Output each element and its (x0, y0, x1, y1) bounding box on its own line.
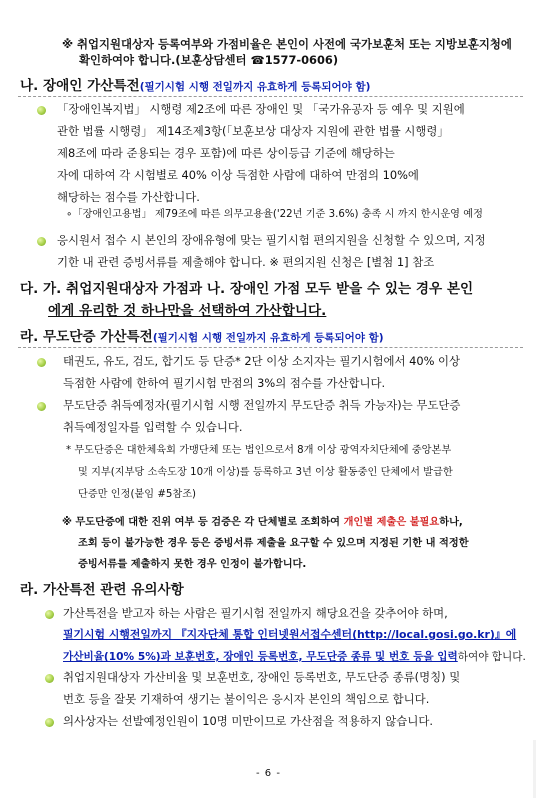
ra2-item1-line-3-tail: 하여야 합니다. (457, 651, 526, 663)
bullet-icon (45, 718, 54, 727)
section-divider (18, 347, 523, 349)
ra1-item2-line-1: 무도단증 취득예정자(필기시험 시행 전일까지 무도단증 취득 가능자)는 무도단증 (63, 398, 461, 412)
section-divider (18, 96, 523, 98)
ra2-item2-line-2: 번호 등을 잘못 기재하여 생기는 불이익은 응시자 본인의 책임으로 합니다. (63, 692, 430, 706)
bullet-icon (37, 106, 46, 115)
bullet-icon (45, 674, 54, 683)
section-ra1-title-note: (필기시험 시행 전일까지 유효하게 등록되어야 함) (152, 332, 384, 344)
bullet-icon (37, 358, 46, 367)
ra1-item2-line-2: 취득예정일자를 입력할 수 있습니다. (63, 420, 243, 434)
na-sub-note: ∘「장애인고용법」 제79조에 따른 의무고용율('22년 기준 3.6%) 충족 시 까지 한시운영 예정 (66, 209, 483, 220)
na-item2-line-2: 기한 내 관련 증빙서류를 제출해야 합니다. ※ 편의지원 신청은 [별첨 1] 참조 (57, 255, 435, 269)
na-item1-line-4: 자에 대하여 각 시험별로 40% 이상 득점한 사람에 대하여 만점의 10%에 (57, 168, 419, 182)
ra1-star-note-line-3: 단증만 인정(붙임 #5참조) (78, 489, 197, 500)
na-item1-line-5: 해당하는 점수를 가산합니다. (57, 190, 200, 204)
ra2-item1-line-3-highlight: 가산비율(10% 5%)과 보훈번호, 장애인 등록번호, 무도단증 종류 및 번호 등을 입력 (63, 651, 458, 663)
na-item1-line-1: 「장애인복지법」 시행령 제2조에 따른 장애인 및 「국가유공자 등 예우 및 지원에 (57, 102, 465, 116)
ra2-item1-line-3 (63, 650, 526, 664)
ra1-warn-highlight: 개인별 제출은 불필요 (343, 517, 440, 528)
na-item2-line-1: 응시원서 접수 시 본인의 장애유형에 맞는 필기시험 편의지원을 신청할 수 있으며, 지정 (57, 233, 486, 247)
ra2-item3: 의사상자는 선발예정인원이 10명 미만이므로 가산점을 적용하지 않습니다. (63, 714, 433, 728)
section-ra2-title: 라. 가산특전 관련 유의사항 (20, 582, 184, 598)
section-da-line-1: 다. 가. 취업지원대상자 가점과 나. 장애인 가점 모두 받을 수 있는 경우 본인 (20, 281, 474, 297)
ra1-warn-text-a: ※ 무도단증에 대한 진위 여부 등 검증은 각 단체별로 조회하여 (62, 517, 344, 528)
ra1-warn-line-3: 증빙서류를 제출하지 못한 경우 인정이 불가합니다. (78, 559, 307, 570)
ra1-item1-line-1: 태권도, 유도, 검도, 합기도 등 단증* 2단 이상 소지자는 필기시험에서 40% 이상 (63, 354, 461, 368)
section-na-heading (20, 78, 370, 96)
ra1-item1-line-2: 득점한 사람에 한하여 필기시험 만점의 3%의 점수를 가산합니다. (63, 376, 386, 390)
section-na-title-note: (필기시험 시행 전일까지 유효하게 등록되어야 함) (139, 81, 371, 93)
section-da-line-2: 에게 유리한 것 하나만을 선택하여 가산합니다. (48, 303, 327, 319)
top-note-line-1: ※ 취업지원대상자 등록여부와 가점비율은 본인이 사전에 국가보훈처 또는 지방보훈지청에 (62, 37, 512, 51)
bullet-icon (45, 610, 54, 619)
na-item1-line-3: 제8조에 따라 준용되는 경우 포함)에 따른 상이등급 기준에 해당하는 (57, 146, 395, 160)
bullet-icon (37, 402, 46, 411)
bullet-icon (37, 237, 46, 246)
na-item1-line-2: 관한 법률 시행령」 제14조제3항(「보훈보상 대상자 지원에 관한 법률 시행령」 (57, 124, 449, 138)
section-ra1-heading (20, 329, 384, 347)
ra2-item1-line-2: 필기시험 시행전일까지 『지자단체 통합 인터넷원서접수센터(http://local.gosi.go.kr)』에 (63, 628, 517, 641)
ra1-warn-line-2: 조회 등이 불가능한 경우 등은 증빙서류 제출을 요구할 수 있으며 지정된 기한 내 적정한 (78, 538, 469, 549)
section-ra1-title: 라. 무도단증 가산특전 (20, 329, 153, 345)
page-number: - 6 - (256, 768, 281, 779)
ra2-item2-line-1: 취업지원대상자 가산비율 및 보훈번호, 장애인 등록번호, 무도단증 종류(명칭) 및 (63, 670, 461, 684)
section-na-title: 나. 장애인 가산특전 (20, 78, 140, 94)
ra1-warn-text-b: 하나, (439, 517, 463, 528)
ra1-warn-line-1 (62, 516, 463, 529)
ra1-star-note-line-2: 및 지부(지부당 소속도장 10개 이상)를 등록하고 3년 이상 활동중인 단체에서 발급한 (78, 467, 453, 478)
ra1-star-note-line-1: * 무도단증은 대한체육회 가맹단체 또는 법인으로서 8개 이상 광역자치단체에 중앙본부 (66, 445, 452, 456)
top-note-line-2: 확인하여야 합니다.(보훈상담센터 ☎1577-0606) (79, 53, 339, 67)
ra2-item1-line-1: 가산특전을 받고자 하는 사람은 필기시험 전일까지 해당요건을 갖추어야 하며, (63, 606, 448, 620)
